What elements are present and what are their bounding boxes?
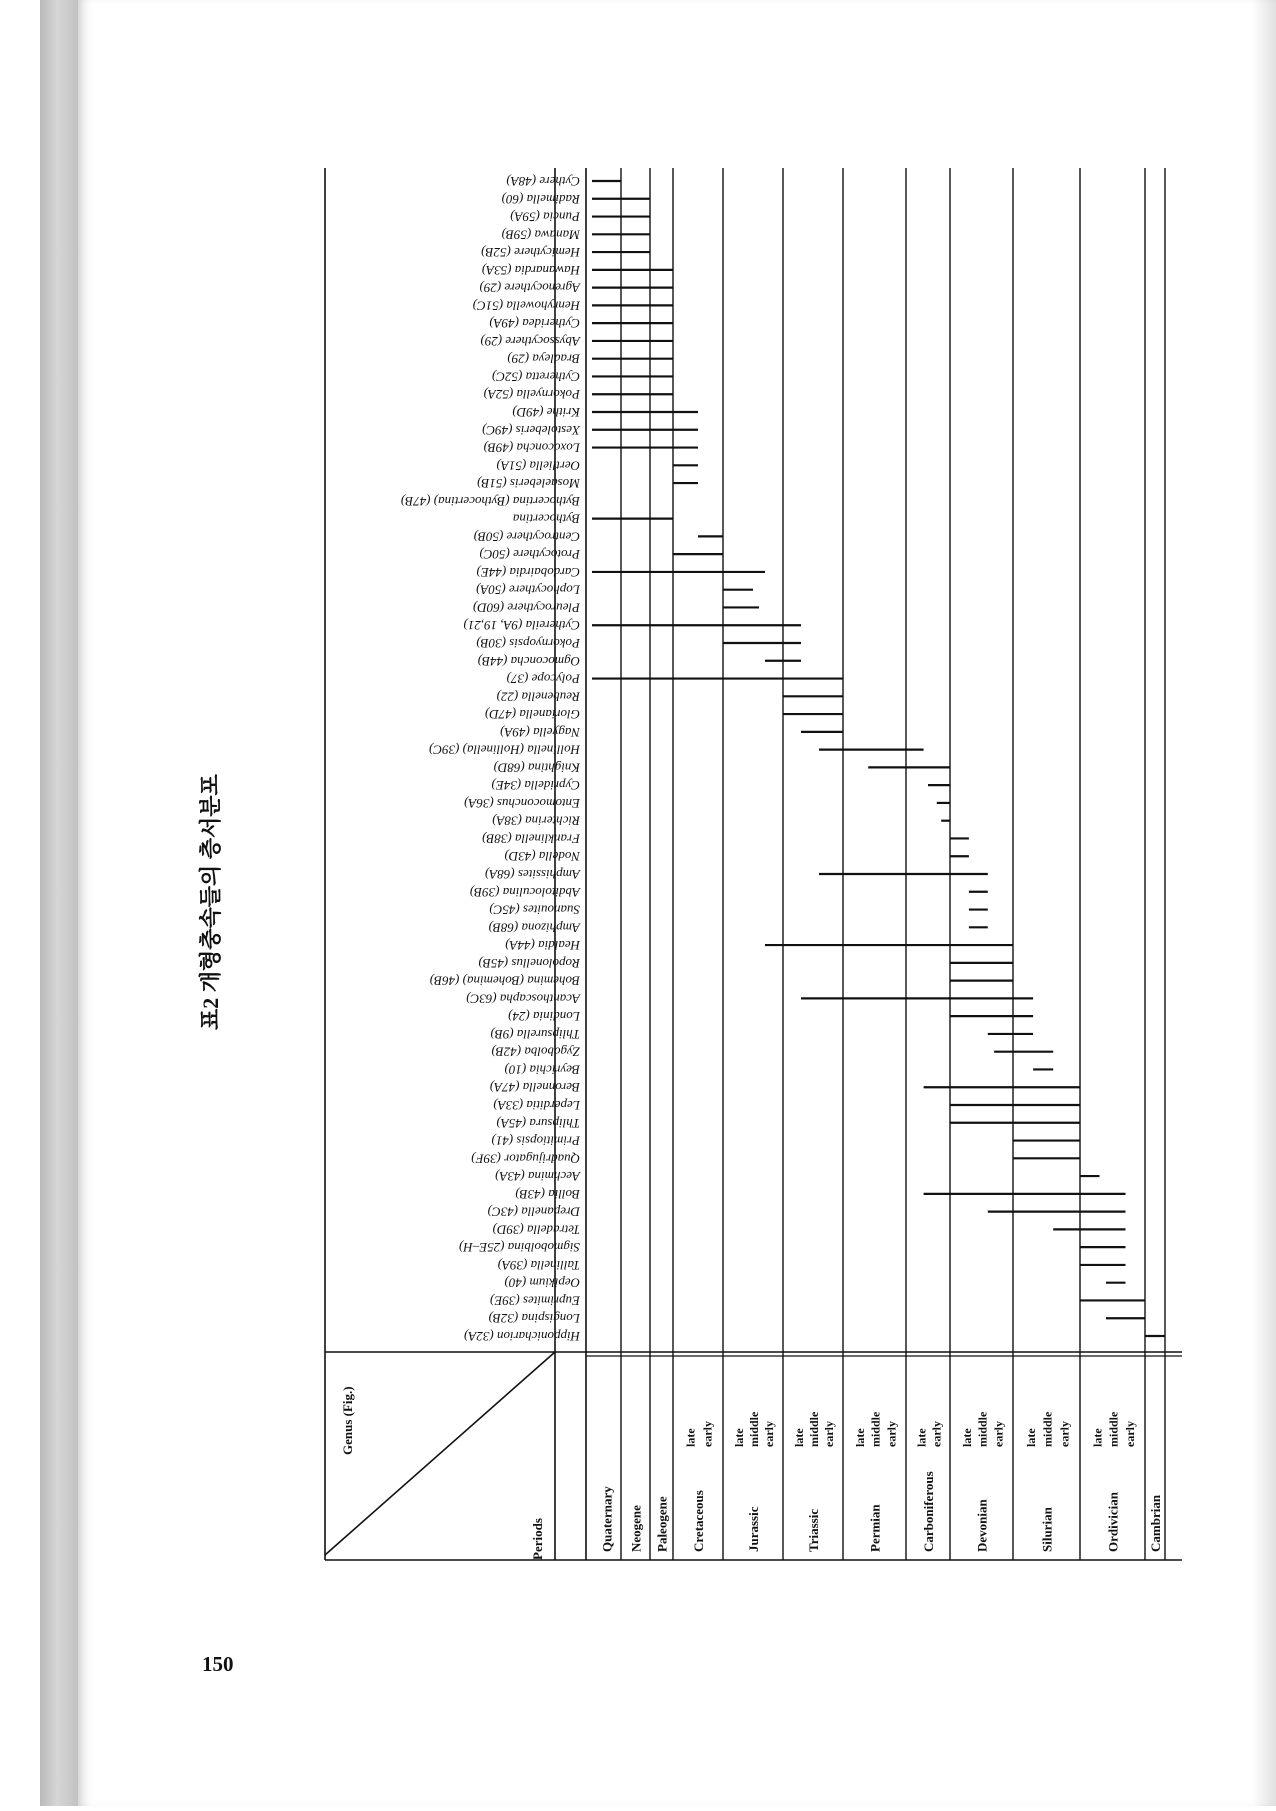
genus-label: Franklinella (38B) bbox=[482, 831, 580, 847]
genus-label: Tetradella (39D) bbox=[492, 1222, 580, 1238]
subdivision-label: middle bbox=[1040, 1411, 1055, 1447]
genus-label: Henryhowella (51C) bbox=[472, 298, 580, 314]
genus-label: Cypridella (34E) bbox=[491, 778, 580, 794]
corner-diagonal bbox=[325, 1352, 555, 1555]
genus-label: Abditoloculina (39B) bbox=[469, 884, 580, 900]
genus-label: Healdia (44A) bbox=[505, 938, 580, 954]
genus-label: Pokornyopsis (30B) bbox=[476, 636, 580, 651]
genus-label: Xestoleberis (49C) bbox=[482, 422, 580, 438]
chart-title: 표2 개형충속들의 층서분포 bbox=[198, 774, 223, 1030]
genus-label: Nodella (43D) bbox=[504, 849, 580, 865]
subdivision-label: middle bbox=[868, 1411, 883, 1447]
genus-label: Bradleya (29) bbox=[507, 351, 580, 367]
genus-label: Centrocythere (50B) bbox=[473, 529, 580, 545]
genus-label: Hawanardia (53A) bbox=[481, 262, 580, 278]
period-label: Triassic bbox=[806, 1508, 821, 1552]
genus-label: Richterina (38A) bbox=[492, 813, 580, 829]
genus-label: Cythereila (9A, 19,21) bbox=[463, 618, 580, 634]
period-label: Quaternary bbox=[599, 1486, 615, 1552]
genus-label: Bythocertina bbox=[512, 511, 580, 527]
genus-label: Leperditia (33A) bbox=[493, 1098, 580, 1113]
genus-label: Suanouites (45C) bbox=[489, 902, 580, 918]
genus-label: Abyssocythere (29) bbox=[480, 333, 580, 349]
genus-label: Polycope (37) bbox=[506, 671, 580, 687]
subdivision-label: early bbox=[929, 1421, 944, 1447]
genus-label: Agrenocythere (29) bbox=[479, 280, 580, 296]
genus-label: Mosaeleberis (51B) bbox=[477, 476, 580, 492]
subdivision-label: late bbox=[852, 1428, 867, 1447]
genus-label: Manawa (59B) bbox=[501, 227, 580, 243]
genus-label: Puncia (59A) bbox=[510, 209, 580, 225]
genus-label: Reubenella (22) bbox=[496, 689, 580, 705]
genus-label: Amphizona (68B) bbox=[488, 920, 580, 936]
genus-label: Bollia (43B) bbox=[515, 1186, 580, 1202]
genus-label: Oepikium (40) bbox=[504, 1275, 580, 1291]
genus-label: Beyrichia (10) bbox=[504, 1062, 580, 1078]
subdivision-label: early bbox=[1057, 1421, 1072, 1447]
genus-label: Nagyella (49A) bbox=[500, 724, 580, 740]
genus-label: Glorianella (47D) bbox=[485, 707, 580, 723]
period-label: Silurian bbox=[1039, 1507, 1055, 1552]
genus-label: Entomoconchus (36A) bbox=[464, 795, 580, 811]
genus-label: Tallinella (39A) bbox=[497, 1257, 580, 1273]
genus-label: Beronnella (47A) bbox=[489, 1080, 580, 1096]
genus-label: Bythocertina (Bythocertina) (47B) bbox=[400, 493, 580, 509]
subdivision-label: late bbox=[732, 1428, 746, 1447]
genus-label: Knightina (68D) bbox=[493, 760, 580, 776]
genus-label: Acanthoscapha (63C) bbox=[466, 991, 580, 1007]
genus-label: Thlipsura (45A) bbox=[496, 1115, 580, 1131]
genus-label: Cardobairdia (44E) bbox=[476, 564, 580, 580]
genus-label: Aechmina (43A) bbox=[495, 1169, 580, 1185]
genus-label: Amphissites (68A) bbox=[485, 867, 580, 882]
period-label: Devonian bbox=[974, 1499, 990, 1552]
genus-label: Ogmoconcha (44B) bbox=[477, 653, 580, 669]
genus-label: Euprimites (39E) bbox=[490, 1293, 580, 1309]
subdivision-label: early bbox=[700, 1421, 715, 1447]
subdivision-label: early bbox=[991, 1421, 1006, 1447]
genus-label: Pleurocythere (60D) bbox=[473, 600, 580, 616]
period-label: Cambrian bbox=[1148, 1494, 1163, 1552]
period-label: Jurassic bbox=[746, 1506, 761, 1552]
genus-label: Bohemina (Bohemina) (46B) bbox=[429, 973, 580, 989]
period-label: Ordivician bbox=[1105, 1492, 1121, 1552]
genus-label: Cytheretta (52C) bbox=[492, 369, 580, 385]
genus-label: Loxoconcha (49B) bbox=[483, 440, 580, 456]
genus-label: Oertliella (51A) bbox=[496, 458, 580, 474]
genus-label: Lophocythere (50A) bbox=[476, 582, 580, 598]
subdivision-label: middle bbox=[747, 1411, 761, 1447]
subdivision-label: late bbox=[792, 1428, 806, 1447]
genus-label: Ropolonellus (45B) bbox=[478, 955, 580, 971]
genus-label: Sigmobolbina (25E–H) bbox=[459, 1240, 580, 1256]
genus-label: Pokornyella (52A) bbox=[483, 387, 580, 403]
genus-label: Longispina (32B) bbox=[488, 1311, 580, 1327]
genus-label: Cytheridea (49A) bbox=[489, 316, 580, 332]
subdivision-label: late bbox=[1090, 1428, 1105, 1447]
subdivision-label: late bbox=[914, 1428, 929, 1447]
genus-label: Cythere (48A) bbox=[506, 174, 580, 189]
subdivision-label: early bbox=[822, 1421, 836, 1447]
genus-label: Hipponicharion (32A) bbox=[464, 1329, 580, 1344]
period-labels bbox=[600, 1411, 1164, 1552]
subdivision-label: late bbox=[959, 1428, 974, 1447]
range-bars bbox=[592, 181, 1165, 1336]
genus-label: Hemicythere (52B) bbox=[481, 245, 580, 261]
period-label: Cretaceous bbox=[691, 1490, 706, 1552]
genus-label: Protocythere (50C) bbox=[479, 547, 580, 563]
genus-label: Quadrijugator (39F) bbox=[471, 1151, 580, 1167]
subdivision-label: early bbox=[762, 1421, 776, 1447]
genus-label: Drepanella (43C) bbox=[487, 1204, 580, 1220]
genus-label: Krithe (49D) bbox=[512, 405, 580, 420]
subdivision-label: middle bbox=[807, 1411, 821, 1447]
genus-label: Thlipsurella (9B) bbox=[490, 1026, 580, 1042]
period-label: Permian bbox=[867, 1504, 883, 1552]
subdivision-label: late bbox=[1023, 1428, 1038, 1447]
page-number: 150 bbox=[202, 1652, 234, 1676]
genus-label: Zygobolba (42B) bbox=[491, 1044, 580, 1060]
grid-lines bbox=[325, 168, 1182, 1560]
genus-labels bbox=[401, 174, 581, 1344]
genus-label: Radimella (60) bbox=[501, 191, 580, 207]
period-label: Carboniferous bbox=[921, 1471, 936, 1552]
period-label: Paleogene bbox=[654, 1496, 670, 1552]
genus-label: Hollinella (Hollinella) (39C) bbox=[429, 742, 580, 758]
periods-header-label: Periods bbox=[530, 1518, 545, 1560]
subdivision-label: middle bbox=[975, 1411, 990, 1447]
subdivision-label: early bbox=[1122, 1421, 1137, 1447]
genus-label: Londinia (24) bbox=[508, 1009, 580, 1025]
genus-header-label: Genus (Fig.) bbox=[340, 1386, 355, 1455]
subdivision-label: late bbox=[683, 1428, 698, 1447]
header-corner bbox=[325, 1352, 555, 1560]
genus-label: Primitiopsis (41) bbox=[491, 1133, 580, 1149]
period-label: Neogene bbox=[628, 1505, 644, 1552]
subdivision-label: middle bbox=[1106, 1411, 1121, 1447]
subdivision-label: early bbox=[884, 1421, 899, 1447]
